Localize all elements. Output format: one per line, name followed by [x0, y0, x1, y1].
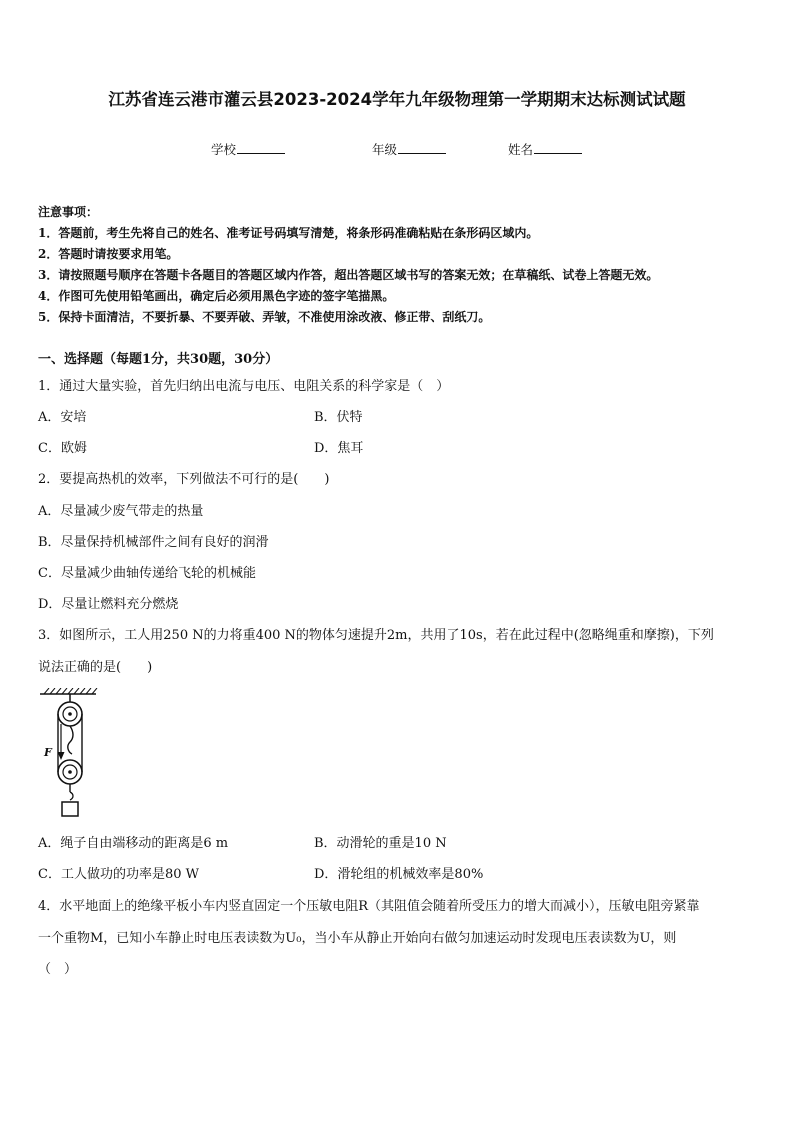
grade-label: 年级: [372, 142, 398, 157]
question-3-option-c: C．工人做功的功率是80 W: [38, 867, 199, 882]
notes-item: 1．答题前，考生先将自己的姓名、准考证号码填写清楚，将条形码准确粘贴在条形码区域内。: [38, 226, 539, 240]
notes-block: [38, 202, 658, 328]
school-blank: [237, 141, 285, 154]
question-2-option-b: B．尽量保持机械部件之间有良好的润滑: [38, 535, 269, 550]
page-title: 江苏省连云港市灌云县2023-2024学年九年级物理第一学期期末达标测试试题: [108, 90, 686, 109]
school-field: [211, 140, 285, 158]
section-heading: 一、选择题（每题1分，共30题，30分）: [38, 352, 279, 367]
question-4-stem-cont2: （ ）: [38, 962, 78, 977]
question-3-option-a: A．绳子自由端移动的距离是6 m: [38, 836, 229, 851]
question-4-stem-cont: 一个重物M，已知小车静止时电压表读数为U₀，当小车从静止开始向右做匀加速运动时发现电压表读数为U，则: [38, 931, 677, 946]
question-3-stem: 3．如图所示，工人用250 N的力将重400 N的物体匀速提升2m，共用了10s，若在此过程中(忽略绳重和摩擦)，下列: [38, 628, 714, 643]
question-1-option-c: C．欧姆: [38, 441, 87, 456]
question-3-option-d: D．滑轮组的机械效率是80%: [314, 867, 484, 882]
name-label: 姓名: [508, 142, 534, 157]
notes-item: 3．请按照题号顺序在答题卡各题目的答题区域内作答，超出答题区域书写的答案无效；在草稿纸、试卷上答题无效。: [38, 268, 659, 282]
question-1-option-d: D．焦耳: [314, 441, 364, 456]
question-1-option-b: B．伏特: [314, 410, 363, 425]
notes-item: 4．作图可先使用铅笔画出，确定后必须用黑色字迹的签字笔描黑。: [38, 289, 395, 303]
question-3-option-b: B．动滑轮的重是10 N: [314, 836, 447, 851]
grade-blank: [398, 141, 446, 154]
notes-heading: 注意事项：: [38, 205, 99, 219]
name-field: [508, 140, 582, 158]
question-2-option-a: A．尽量减少废气带走的热量: [38, 504, 204, 519]
name-blank: [534, 141, 582, 154]
question-2-stem: 2．要提高热机的效率，下列做法不可行的是( ): [38, 472, 330, 487]
question-2-option-d: D．尽量让燃料充分燃烧: [38, 597, 179, 612]
pulley-diagram: [38, 688, 100, 820]
question-1-stem: 1．通过大量实验，首先归纳出电流与电压、电阻关系的科学家是（ ）: [38, 379, 450, 394]
force-label: F: [44, 746, 52, 759]
question-1-option-a: A．安培: [38, 410, 87, 425]
question-2-option-c: C．尽量减少曲轴传递给飞轮的机械能: [38, 566, 256, 581]
notes-item: 2．答题时请按要求用笔。: [38, 247, 179, 261]
question-4-stem: 4．水平地面上的绝缘平板小车内竖直固定一个压敏电阻R（其阻值会随着所受压力的增大而减小），压敏电阻旁紧靠: [38, 899, 700, 914]
school-label: 学校: [211, 142, 237, 157]
notes-item: 5．保持卡面清洁，不要折暴、不要弄破、弄皱，不准使用涂改液、修正带、刮纸刀。: [38, 310, 491, 324]
grade-field: [372, 140, 446, 158]
question-3-stem-cont: 说法正确的是( ): [38, 660, 153, 675]
